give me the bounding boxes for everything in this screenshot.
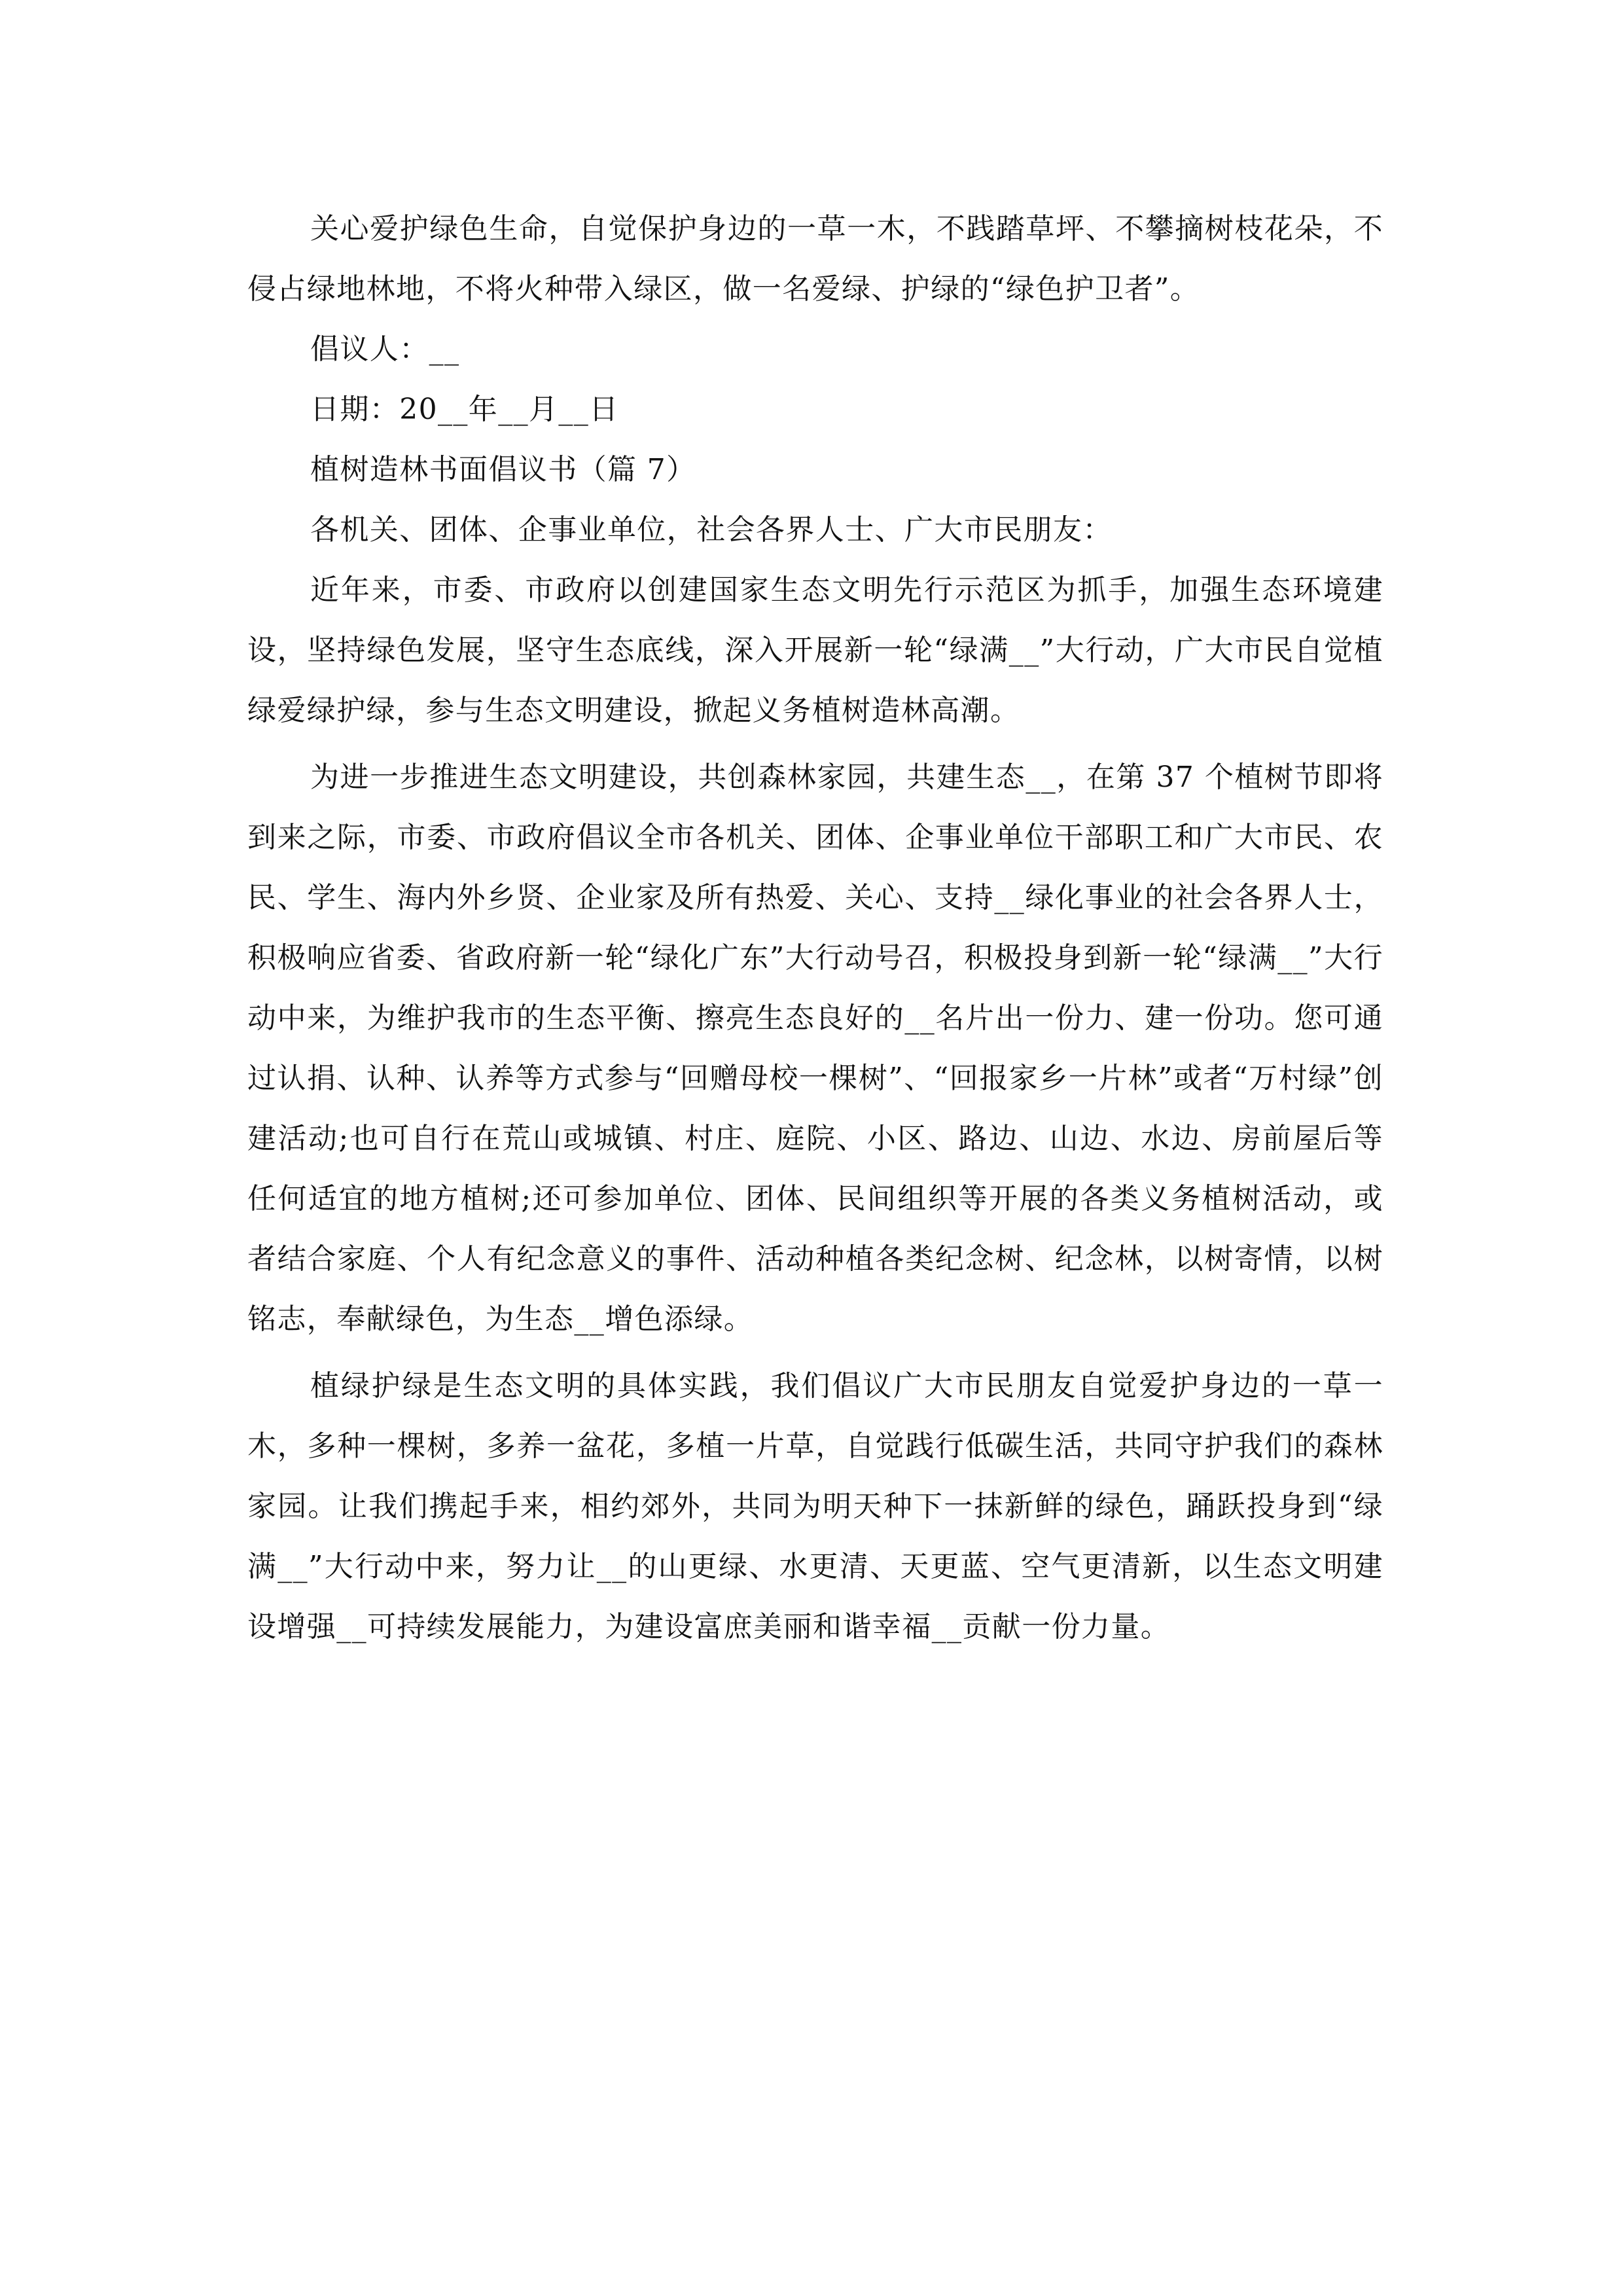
section-title: 植树造林书面倡议书（篇 7） [310, 453, 696, 486]
date-line: 日期：20__年__月__日 [310, 393, 619, 426]
body-paragraph-2: 为进一步推进生态文明建设，共创森林家园，共建生态__，在第 37 个植树节即将到来之际，市委、市政府倡议全市各机关、团体、企事业单位干部职工和广大市民、农民、学生、海内外乡贤、企业家及所有热爱、关心、支持__绿化事业的社会各界人士，积极响应省委、省政府新一轮“绿化广东”大行动号召，积极投身到新一轮“绿满__”大行动中来，为维护我市的生态平衡、擦亮生态良好的__名片出一份力、建一份功。您可通过认捐、认种、认养等方式参与“回赠母校一棵树”、“回报家乡一片林”或者“万村绿”创建活动;也可自行在荒山或城镇、村庄、庭院、小区、路边、山边、水边、房前屋后等任何适宜的地方植树;还可参加单位、团体、民间组织等开展的各类义务植树活动，或者结合家庭、个人有纪念意义的事件、活动种植各类纪念树、纪念林，以树寄情，以树铭志，奉献绿色，为生态__增色添绿。 [247, 761, 1383, 1336]
document-body [247, 199, 1383, 1657]
body-paragraph-3: 植绿护绿是生态文明的具体实践，我们倡议广大市民朋友自觉爱护身边的一草一木，多种一棵树，多养一盆花，多植一片草，自觉践行低碳生活，共同守护我们的森林家园。让我们携起手来，相约郊外，共同为明天种下一抹新鲜的绿色，踊跃投身到“绿满__”大行动中来，努力让__的山更绿、水更清、天更蓝、空气更清新，以生态文明建设增强__可持续发展能力，为建设富庶美丽和谐幸福__贡献一份力量。 [247, 1369, 1383, 1643]
body-paragraph-1: 近年来，市委、市政府以创建国家生态文明先行示范区为抓手，加强生态环境建设，坚持绿色发展，坚守生态底线，深入开展新一轮“绿满__”大行动，广大市民自觉植绿爱绿护绿，参与生态文明建设，掀起义务植树造林高潮。 [247, 573, 1383, 727]
intro-paragraph: 关心爱护绿色生命，自觉保护身边的一草一木，不践踏草坪、不攀摘树枝花朵，不侵占绿地林地，不将火种带入绿区，做一名爱绿、护绿的“绿色护卫者”。 [247, 212, 1383, 306]
initiator-line: 倡议人：__ [310, 332, 460, 366]
salutation: 各机关、团体、企事业单位，社会各界人士、广大市民朋友： [310, 513, 1113, 547]
